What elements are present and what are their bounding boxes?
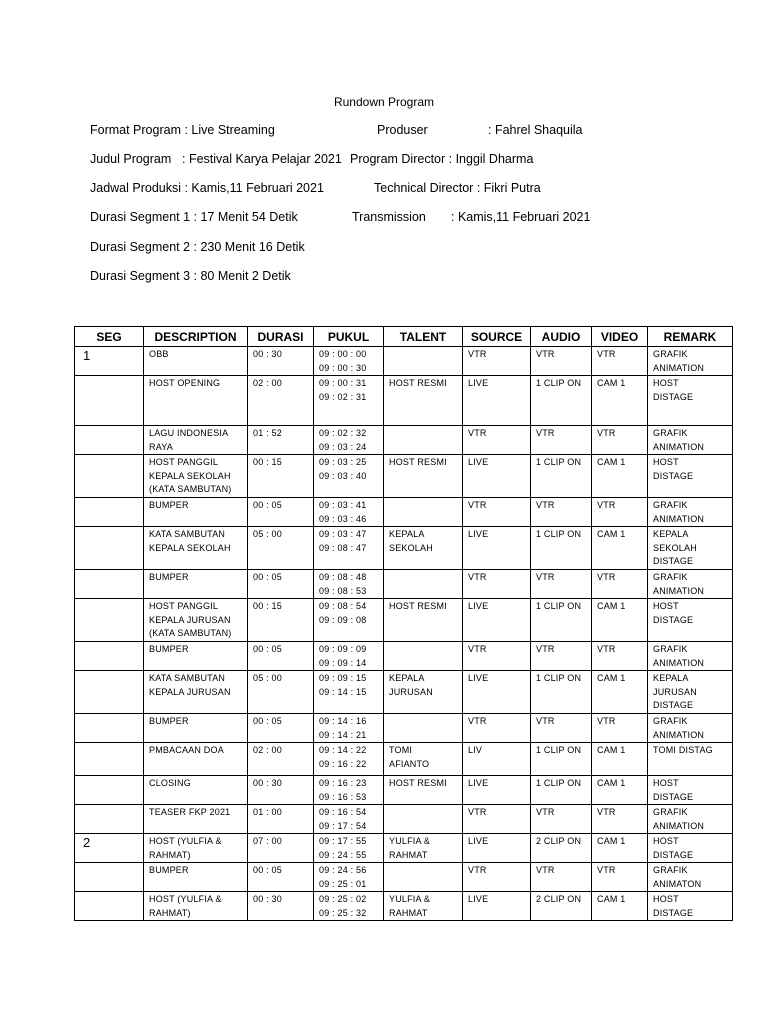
cell-video: CAM 1 [592,834,648,863]
cell-video: VTR [592,863,648,892]
cell-talent [384,642,463,671]
judul-program-label: Judul Program [90,152,172,166]
cell-talent: TOMI AFIANTO [384,743,463,776]
cell-desc: BUMPER [144,714,248,743]
transmission-label: Transmission [352,210,426,224]
cell-pukul: 09 : 03 : 25 09 : 03 : 40 [314,455,384,498]
cell-talent: HOST RESMI [384,376,463,426]
cell-pukul: 09 : 09 : 09 09 : 09 : 14 [314,642,384,671]
header-talent: TALENT [384,327,463,347]
cell-talent: YULFIA & RAHMAT [384,892,463,921]
cell-talent: YULFIA & RAHMAT [384,834,463,863]
cell-pukul: 09 : 03 : 47 09 : 08 : 47 [314,527,384,570]
table-body [75,347,733,921]
header-remark: REMARK [648,327,733,347]
cell-remark: HOST DISTAGE [648,776,733,805]
cell-video: CAM 1 [592,743,648,776]
cell-source: LIVE [463,376,531,426]
cell-desc: HOST PANGGIL KEPALA SEKOLAH (KATA SAMBUTAN) [144,455,248,498]
cell-durasi: 00 : 05 [248,863,314,892]
table-row [75,347,733,376]
cell-seg [75,671,144,714]
table-row [75,743,733,776]
cell-video: VTR [592,498,648,527]
cell-desc: HOST (YULFIA & RAHMAT) [144,892,248,921]
cell-audio: VTR [531,498,592,527]
cell-durasi: 00 : 05 [248,714,314,743]
table-row [75,527,733,570]
cell-durasi: 00 : 30 [248,347,314,376]
cell-video: VTR [592,347,648,376]
cell-video: VTR [592,570,648,599]
cell-talent [384,714,463,743]
produser-value: : Fahrel Shaquila [488,123,583,137]
table-row [75,892,733,921]
header-source: SOURCE [463,327,531,347]
cell-seg: 1 [75,347,144,376]
cell-remark: HOST DISTAGE [648,599,733,642]
cell-audio: VTR [531,426,592,455]
cell-source: VTR [463,570,531,599]
cell-talent: HOST RESMI [384,776,463,805]
cell-seg [75,376,144,426]
cell-seg [75,599,144,642]
table-row [75,776,733,805]
cell-desc: OBB [144,347,248,376]
cell-source: VTR [463,426,531,455]
cell-pukul: 09 : 09 : 15 09 : 14 : 15 [314,671,384,714]
jadwal-produksi: Jadwal Produksi : Kamis,11 Februari 2021 [90,181,324,195]
cell-pukul: 09 : 08 : 48 09 : 08 : 53 [314,570,384,599]
cell-desc: BUMPER [144,863,248,892]
cell-seg [75,776,144,805]
cell-remark: KEPALA JURUSAN DISTAGE [648,671,733,714]
cell-pukul: 09 : 14 : 16 09 : 14 : 21 [314,714,384,743]
cell-remark: HOST DISTAGE [648,892,733,921]
header-pukul: PUKUL [314,327,384,347]
cell-durasi: 02 : 00 [248,376,314,426]
cell-source: LIVE [463,599,531,642]
cell-source: VTR [463,714,531,743]
cell-durasi: 05 : 00 [248,671,314,714]
cell-video: CAM 1 [592,527,648,570]
cell-source: LIV [463,743,531,776]
cell-audio: VTR [531,642,592,671]
cell-seg [75,743,144,776]
cell-pukul: 09 : 24 : 56 09 : 25 : 01 [314,863,384,892]
cell-pukul: 09 : 03 : 41 09 : 03 : 46 [314,498,384,527]
cell-talent: HOST RESMI [384,599,463,642]
cell-durasi: 00 : 05 [248,570,314,599]
cell-desc: CLOSING [144,776,248,805]
cell-talent [384,863,463,892]
cell-video: VTR [592,714,648,743]
header-audio: AUDIO [531,327,592,347]
table-row [75,834,733,863]
cell-seg [75,426,144,455]
cell-durasi: 00 : 05 [248,498,314,527]
cell-desc: PMBACAAN DOA [144,743,248,776]
cell-source: LIVE [463,455,531,498]
cell-desc: BUMPER [144,642,248,671]
header-durasi: DURASI [248,327,314,347]
cell-pukul: 09 : 00 : 00 09 : 00 : 30 [314,347,384,376]
table-row [75,376,733,426]
cell-talent [384,805,463,834]
produser-label: Produser [377,123,428,137]
cell-audio: 1 CLIP ON [531,599,592,642]
table-header-row [75,327,733,347]
cell-desc: HOST PANGGIL KEPALA JURUSAN (KATA SAMBUTAN) [144,599,248,642]
cell-remark: GRAFIK ANIMATON [648,863,733,892]
cell-pukul: 09 : 14 : 22 09 : 16 : 22 [314,743,384,776]
cell-remark: KEPALA SEKOLAH DISTAGE [648,527,733,570]
transmission-value: : Kamis,11 Februari 2021 [451,210,591,224]
cell-audio: 1 CLIP ON [531,527,592,570]
table-row [75,599,733,642]
cell-pukul: 09 : 08 : 54 09 : 09 : 08 [314,599,384,642]
table-row [75,570,733,599]
cell-remark: HOST DISTAGE [648,376,733,426]
cell-source: LIVE [463,892,531,921]
cell-durasi: 00 : 15 [248,599,314,642]
cell-desc: HOST (YULFIA & RAHMAT) [144,834,248,863]
cell-durasi: 01 : 00 [248,805,314,834]
cell-pukul: 09 : 16 : 23 09 : 16 : 53 [314,776,384,805]
cell-video: CAM 1 [592,892,648,921]
cell-video: VTR [592,642,648,671]
cell-audio: VTR [531,570,592,599]
cell-remark: HOST DISTAGE [648,455,733,498]
cell-video: CAM 1 [592,376,648,426]
cell-source: VTR [463,347,531,376]
rundown-table [74,326,733,921]
cell-source: VTR [463,863,531,892]
cell-audio: 1 CLIP ON [531,743,592,776]
cell-desc: TEASER FKP 2021 [144,805,248,834]
cell-video: CAM 1 [592,599,648,642]
cell-durasi: 05 : 00 [248,527,314,570]
cell-source: VTR [463,642,531,671]
cell-audio: VTR [531,863,592,892]
cell-video: VTR [592,426,648,455]
technical-director: Technical Director : Fikri Putra [374,181,541,195]
cell-audio: 2 CLIP ON [531,892,592,921]
cell-remark: HOST DISTAGE [648,834,733,863]
cell-remark: GRAFIK ANIMATION [648,570,733,599]
cell-pukul: 09 : 16 : 54 09 : 17 : 54 [314,805,384,834]
judul-program-value: : Festival Karya Pelajar 2021 [182,152,342,166]
cell-audio: VTR [531,805,592,834]
cell-remark: GRAFIK ANIMATION [648,714,733,743]
table-row [75,455,733,498]
cell-remark: GRAFIK ANIMATION [648,498,733,527]
cell-talent [384,426,463,455]
table-row [75,805,733,834]
cell-seg [75,455,144,498]
table-row [75,498,733,527]
table-row [75,671,733,714]
cell-desc: KATA SAMBUTAN KEPALA SEKOLAH [144,527,248,570]
program-director: Program Director : Inggil Dharma [350,152,534,166]
cell-talent: KEPALA JURUSAN [384,671,463,714]
cell-desc: BUMPER [144,570,248,599]
durasi-segment-3: Durasi Segment 3 : 80 Menit 2 Detik [90,269,291,283]
header-description: DESCRIPTION [144,327,248,347]
table-row [75,863,733,892]
cell-desc: KATA SAMBUTAN KEPALA JURUSAN [144,671,248,714]
cell-seg: 2 [75,834,144,863]
cell-remark: GRAFIK ANIMATION [648,642,733,671]
cell-seg [75,642,144,671]
cell-desc: HOST OPENING [144,376,248,426]
cell-talent [384,347,463,376]
header-video: VIDEO [592,327,648,347]
durasi-segment-1: Durasi Segment 1 : 17 Menit 54 Detik [90,210,298,224]
cell-source: VTR [463,805,531,834]
cell-audio: 1 CLIP ON [531,455,592,498]
cell-desc: BUMPER [144,498,248,527]
cell-talent [384,498,463,527]
cell-audio: 1 CLIP ON [531,671,592,714]
cell-video: CAM 1 [592,671,648,714]
cell-remark: GRAFIK ANIMATION [648,805,733,834]
cell-durasi: 00 : 05 [248,642,314,671]
durasi-segment-2: Durasi Segment 2 : 230 Menit 16 Detik [90,240,305,254]
table-row [75,714,733,743]
cell-pukul: 09 : 25 : 02 09 : 25 : 32 [314,892,384,921]
cell-source: VTR [463,498,531,527]
header-seg: SEG [75,327,144,347]
cell-audio: VTR [531,347,592,376]
cell-source: LIVE [463,671,531,714]
cell-durasi: 02 : 00 [248,743,314,776]
format-program: Format Program : Live Streaming [90,123,275,137]
table-row [75,426,733,455]
cell-durasi: 00 : 30 [248,776,314,805]
cell-video: CAM 1 [592,776,648,805]
cell-audio: 2 CLIP ON [531,834,592,863]
cell-durasi: 00 : 15 [248,455,314,498]
cell-video: CAM 1 [592,455,648,498]
cell-audio: 1 CLIP ON [531,776,592,805]
cell-pukul: 09 : 00 : 31 09 : 02 : 31 [314,376,384,426]
cell-remark: GRAFIK ANIMATION [648,426,733,455]
cell-pukul: 09 : 17 : 55 09 : 24 : 55 [314,834,384,863]
cell-remark: TOMI DISTAG [648,743,733,776]
cell-durasi: 01 : 52 [248,426,314,455]
cell-source: LIVE [463,527,531,570]
cell-remark: GRAFIK ANIMATION [648,347,733,376]
cell-durasi: 07 : 00 [248,834,314,863]
cell-seg [75,498,144,527]
cell-durasi: 00 : 30 [248,892,314,921]
cell-talent: KEPALA SEKOLAH [384,527,463,570]
cell-seg [75,527,144,570]
cell-talent: HOST RESMI [384,455,463,498]
cell-talent [384,570,463,599]
cell-audio: VTR [531,714,592,743]
cell-seg [75,714,144,743]
cell-video: VTR [592,805,648,834]
cell-pukul: 09 : 02 : 32 09 : 03 : 24 [314,426,384,455]
cell-audio: 1 CLIP ON [531,376,592,426]
cell-source: LIVE [463,776,531,805]
cell-seg [75,570,144,599]
cell-source: LIVE [463,834,531,863]
page-title: Rundown Program [333,95,435,109]
cell-desc: LAGU INDONESIA RAYA [144,426,248,455]
cell-seg [75,805,144,834]
cell-seg [75,863,144,892]
cell-seg [75,892,144,921]
table-row [75,642,733,671]
